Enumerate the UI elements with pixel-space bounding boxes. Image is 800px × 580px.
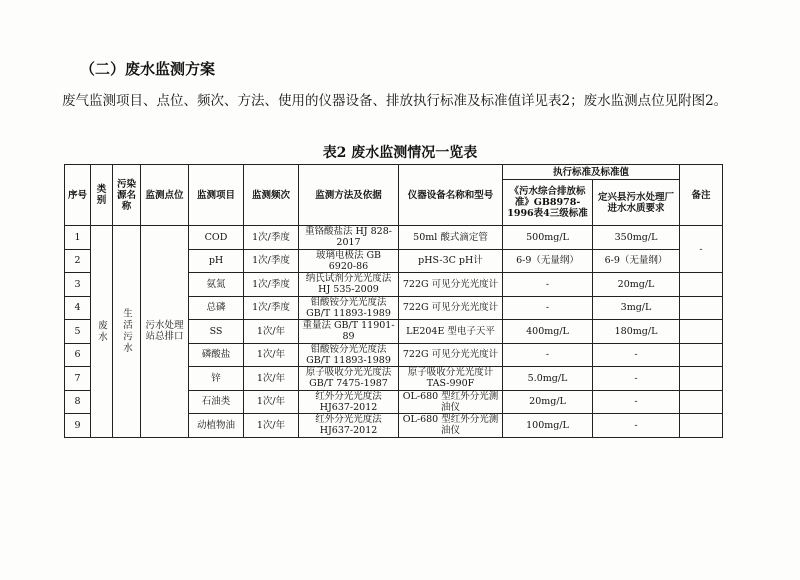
remark-cell xyxy=(680,367,723,391)
method-cell: 红外分光光度法 HJ637-2012 xyxy=(299,414,399,438)
standard-b-cell: 6-9（无量纲） xyxy=(593,249,680,273)
item-cell: 总磷 xyxy=(189,296,244,320)
standard-b-cell: - xyxy=(593,343,680,367)
standard-a-cell: 100mg/L xyxy=(503,414,593,438)
header-category: 类别 xyxy=(91,165,113,226)
frequency-cell: 1次/年 xyxy=(244,320,299,344)
seq-cell: 5 xyxy=(65,320,91,344)
seq-cell: 2 xyxy=(65,249,91,273)
standard-a-cell: - xyxy=(503,273,593,297)
header-seq: 序号 xyxy=(65,165,91,226)
item-cell: 石油类 xyxy=(189,390,244,414)
header-method: 监测方法及依据 xyxy=(299,165,399,226)
header-row xyxy=(65,165,723,180)
remark-cell: - xyxy=(680,226,723,273)
header-remark: 备注 xyxy=(680,165,723,226)
seq-cell: 7 xyxy=(65,367,91,391)
seq-cell: 3 xyxy=(65,273,91,297)
standard-b-cell: - xyxy=(593,390,680,414)
standard-a-cell: 6-9（无量纲） xyxy=(503,249,593,273)
remark-cell xyxy=(680,343,723,367)
remark-cell xyxy=(680,296,723,320)
remark-cell xyxy=(680,414,723,438)
method-cell: 纳氏试剂分光光度法 HJ 535-2009 xyxy=(299,273,399,297)
remark-cell xyxy=(680,273,723,297)
standard-b-cell: 180mg/L xyxy=(593,320,680,344)
item-cell: 氨氮 xyxy=(189,273,244,297)
instrument-cell: OL-680 型红外分光测油仪 xyxy=(399,390,503,414)
item-cell: 锌 xyxy=(189,367,244,391)
standard-a-cell: 400mg/L xyxy=(503,320,593,344)
seq-cell: 8 xyxy=(65,390,91,414)
standard-b-cell: 3mg/L xyxy=(593,296,680,320)
item-cell: 动植物油 xyxy=(189,414,244,438)
section-heading: （二）废水监测方案 xyxy=(80,60,216,78)
method-cell: 重铬酸盐法 HJ 828-2017 xyxy=(299,226,399,250)
method-cell: 钼酸铵分光光度法 GB/T 11893-1989 xyxy=(299,343,399,367)
header-source: 污染源名称 xyxy=(113,165,141,226)
instrument-cell: 722G 可见分光光度计 xyxy=(399,296,503,320)
method-cell: 原子吸收分光光度法 GB/T 7475-1987 xyxy=(299,367,399,391)
frequency-cell: 1次/年 xyxy=(244,390,299,414)
table-row xyxy=(65,226,723,250)
instrument-cell: pHS-3C pH计 xyxy=(399,249,503,273)
instrument-cell: 722G 可见分光光度计 xyxy=(399,343,503,367)
point-cell: 污水处理站总排口 xyxy=(141,226,189,438)
standard-b-cell: - xyxy=(593,414,680,438)
method-cell: 红外分光光度法 HJ637-2012 xyxy=(299,390,399,414)
standard-b-cell: 20mg/L xyxy=(593,273,680,297)
table-caption: 表2 废水监测情况一览表 xyxy=(322,145,478,161)
method-cell: 钼酸铵分光光度法 GB/T 11893-1989 xyxy=(299,296,399,320)
remark-cell xyxy=(680,320,723,344)
seq-cell: 4 xyxy=(65,296,91,320)
method-cell: 玻璃电极法 GB 6920-86 xyxy=(299,249,399,273)
instrument-cell: OL-680 型红外分光测油仪 xyxy=(399,414,503,438)
header-instrument: 仪器设备名称和型号 xyxy=(399,165,503,226)
header-standard-b: 定兴县污水处理厂进水水质要求 xyxy=(593,180,680,226)
item-cell: 磷酸盐 xyxy=(189,343,244,367)
header-frequency: 监测频次 xyxy=(244,165,299,226)
table-body xyxy=(65,226,723,438)
frequency-cell: 1次/年 xyxy=(244,414,299,438)
source-cell: 生活污水 xyxy=(113,226,141,438)
frequency-cell: 1次/年 xyxy=(244,367,299,391)
frequency-cell: 1次/季度 xyxy=(244,226,299,250)
frequency-cell: 1次/季度 xyxy=(244,273,299,297)
category-cell: 废水 xyxy=(91,226,113,438)
instrument-cell: LE204E 型电子天平 xyxy=(399,320,503,344)
item-cell: SS xyxy=(189,320,244,344)
header-standard-a: 《污水综合排放标准》GB8978-1996表4三级标准 xyxy=(503,180,593,226)
frequency-cell: 1次/季度 xyxy=(244,296,299,320)
instrument-cell: 原子吸收分光光度计 TAS-990F xyxy=(399,367,503,391)
frequency-cell: 1次/季度 xyxy=(244,249,299,273)
standard-b-cell: - xyxy=(593,367,680,391)
header-item: 监测项目 xyxy=(189,165,244,226)
seq-cell: 1 xyxy=(65,226,91,250)
remark-cell xyxy=(680,390,723,414)
intro-paragraph: 废气监测项目、点位、频次、方法、使用的仪器设备、排放执行标准及标准值详见表2；废水监测点位见附图2。 xyxy=(62,93,728,109)
frequency-cell: 1次/年 xyxy=(244,343,299,367)
standard-a-cell: 20mg/L xyxy=(503,390,593,414)
header-point: 监测点位 xyxy=(141,165,189,226)
standard-a-cell: 5.0mg/L xyxy=(503,367,593,391)
seq-cell: 6 xyxy=(65,343,91,367)
standard-a-cell: - xyxy=(503,343,593,367)
item-cell: pH xyxy=(189,249,244,273)
standard-a-cell: - xyxy=(503,296,593,320)
header-standard-group: 执行标准及标准值 xyxy=(503,165,680,180)
item-cell: COD xyxy=(189,226,244,250)
monitoring-table xyxy=(64,164,723,438)
instrument-cell: 50ml 酸式滴定管 xyxy=(399,226,503,250)
instrument-cell: 722G 可见分光光度计 xyxy=(399,273,503,297)
seq-cell: 9 xyxy=(65,414,91,438)
standard-a-cell: 500mg/L xyxy=(503,226,593,250)
method-cell: 重量法 GB/T 11901-89 xyxy=(299,320,399,344)
standard-b-cell: 350mg/L xyxy=(593,226,680,250)
